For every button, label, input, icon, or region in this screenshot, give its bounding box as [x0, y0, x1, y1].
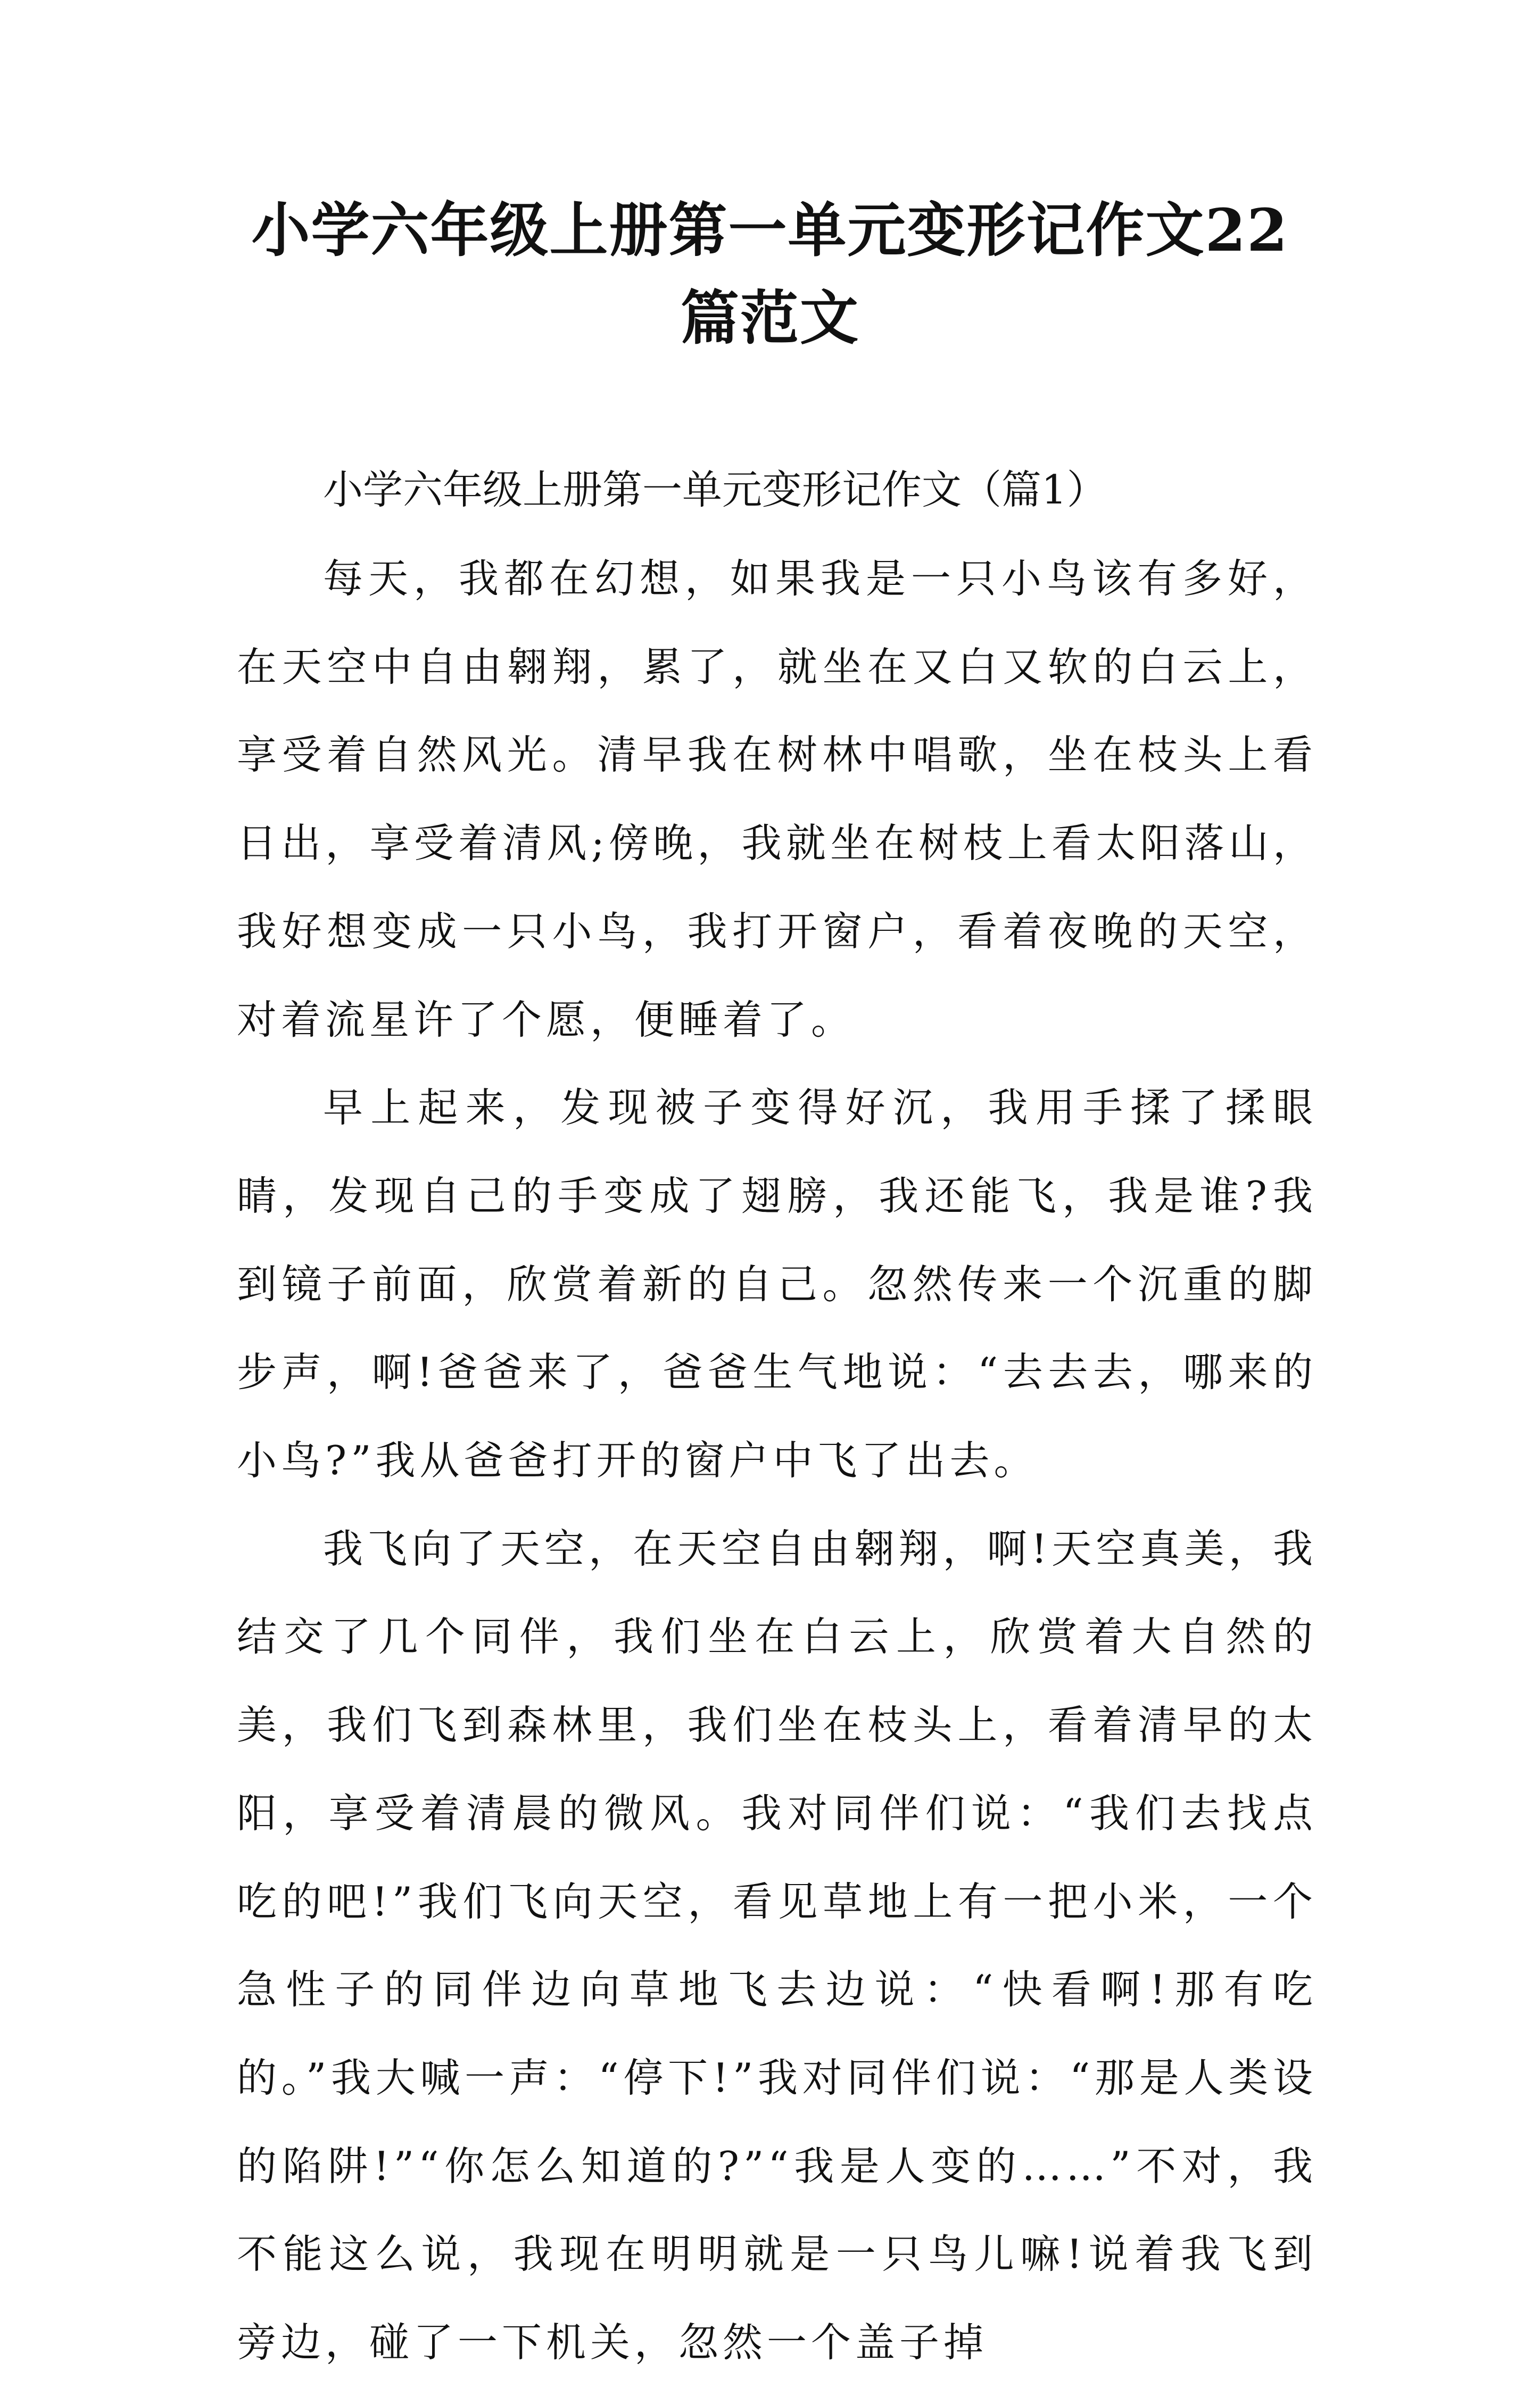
paragraph-1: 每天，我都在幻想，如果我是一只小鸟该有多好，在天空中自由翱翔，累了，就坐在又白又软的白云上，享受着自然风光。清早我在树林中唱歌，坐在枝头上看日出，享受着清风;傍晚，我就坐在树枝上看太阳落山，我好想变成一只小鸟，我打开窗户，看着夜晚的天空，对着流星许了个愿，便睡着了。: [237, 555, 1317, 1043]
paragraph-2: 早上起来，发现被子变得好沉，我用手揉了揉眼睛，发现自己的手变成了翅膀，我还能飞，我是谁?我到镜子前面，欣赏着新的自己。忽然传来一个沉重的脚步声，啊!爸爸来了，爸爸生气地说：“去去去，哪来的小鸟?”我从爸爸打开的窗户中飞了出去。: [237, 1084, 1317, 1484]
essay-heading: 小学六年级上册第一单元变形记作文（篇1）: [323, 466, 1107, 513]
paragraph-3: 我飞向了天空，在天空自由翱翔，啊!天空真美，我结交了几个同伴，我们坐在白云上，欣赏着大自然的美，我们飞到森林里，我们坐在枝头上，看着清早的太阳，享受着清晨的微风。我对同伴们说：“我们去找点吃的吧!”我们飞向天空，看见草地上有一把小米，一个急性子的同伴边向草地飞去边说：“快看啊!那有吃的。”我大喊一声：“停下!”我对同伴们说：“那是人类设的陷阱!”“你怎么知道的?”“我是人变的……”不对，我不能这么说，我现在明明就是一只鸟儿嘛!说着我飞到旁边，碰了一下机关，忽然一个盖子掉: [237, 1525, 1317, 2366]
document-body: [237, 446, 1317, 2387]
document-title: 小学六年级上册第一单元变形记作文22篇范文: [251, 196, 1289, 352]
